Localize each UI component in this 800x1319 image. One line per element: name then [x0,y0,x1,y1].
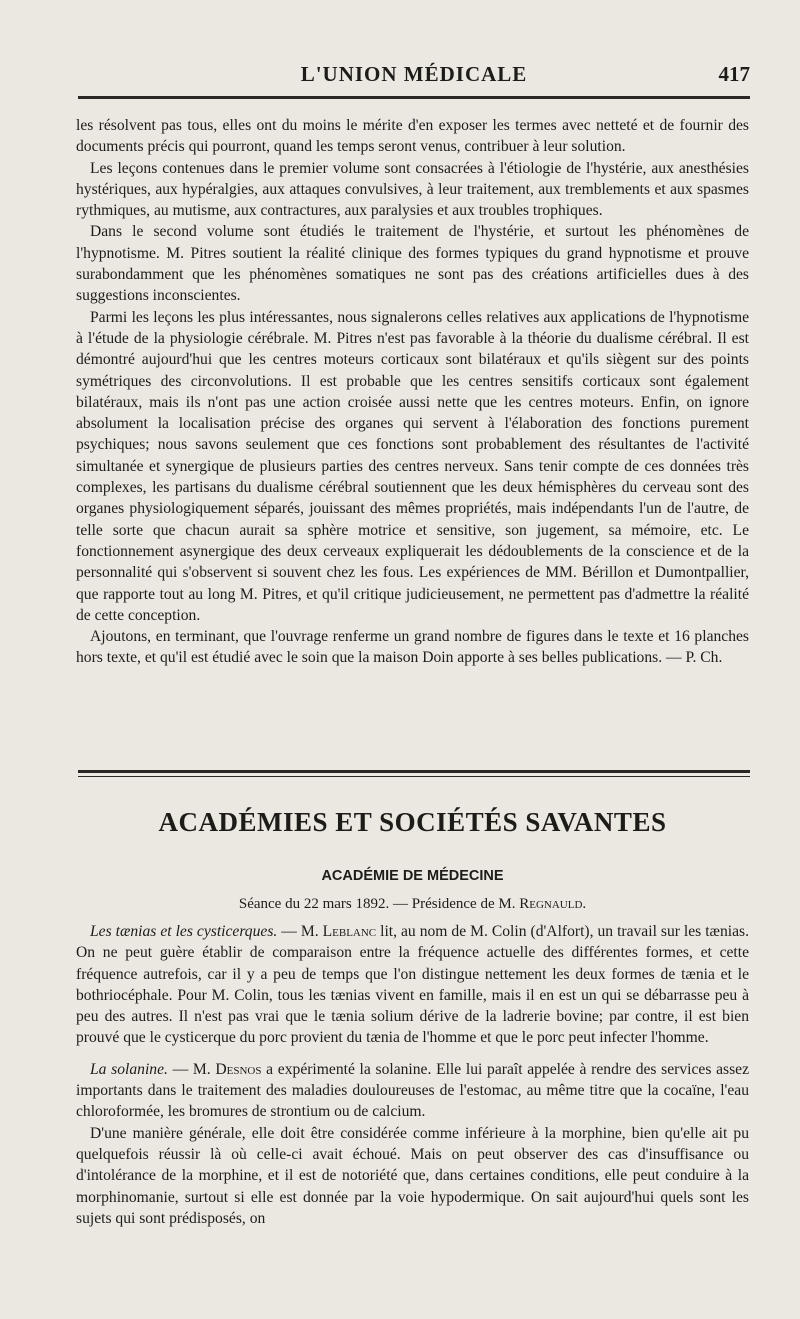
review-paragraph-continued: les résolvent pas tous, elles ont du moins le mérite d'en exposer les termes avec netteté et de fournir des documents précis qui pourront, quand les temps seront venus, contribuer à leur solution. [76,117,749,156]
section-rule-top [78,770,750,773]
section-subtitle: ACADÉMIE DE MÉDECINE [321,868,504,884]
header-rule [78,96,750,99]
section-title: ACADÉMIES ET SOCIÉTÉS SAVANTES [158,807,667,837]
proceedings-paragraph [76,1059,749,1123]
session-line [76,896,749,913]
page-number: 417 [718,62,750,86]
section-rule-bottom [78,776,750,777]
journal-title: L'UNION MÉDICALE [300,62,528,86]
proceedings-text: lit, au nom de M. Colin (d'Alfort), un travail sur les tænias. On ne peut guère établir de comparaison entre la fréquence actuelle des différentes formes, et cette fréquence autrefois, car il y a peu de temps que l'on distingue nettement les deux formes de tænia et le bothriocéphale. Pour M. Colin, tous les tænias vivent en famille, mais il en est un qui se débarrasse peu à peu des autres. Il n'est pas vrai que le tænia solium dérive de la ladrerie bovine; par contre, il est bien prouvé que le cysticerque du porc provient du tænia de l'homme et que le porc peut infecter l'homme. [76,923,749,1047]
session-president: Regnauld. [519,896,587,912]
proceedings-paragraph: D'une manière générale, elle doit être considérée comme inférieure à la morphine, bien qu'elle ait pu quelquefois réussir là où celle-ci avait échoué. Mais on peut observer des cas d'insuffisance ou d'intolérance de la morphine, et il est de notoriété que, dans certaines conditions, elle peut conduire à la morphinomanie, surtout si elle est donnée par la voie hypodermique. On sait aujourd'hui quels sont les sujets qui sont prédisposés, on [76,1124,749,1227]
review-paragraph: Les leçons contenues dans le premier volume sont consacrées à l'étiologie de l'hystérie, aux anesthésies hystériques, aux hypéralgies, aux attaques convulsives, à leur traitement, aux tremblements et aux spasmes rythmiques, au mutisme, aux contractures, aux paralysies et aux troubles trophiques. [76,159,749,220]
running-header [78,60,750,94]
topic-title: Les tænias et les cysticerques. [90,923,278,940]
dash-text: — M. [167,1060,216,1078]
proceedings-paragraph [76,921,749,1049]
review-paragraph: Dans le second volume sont étudiés le traitement de l'hystérie, et surtout les phénomènes de l'hypnotisme. M. Pitres soutient la réalité clinique des formes typiques du grand hypnotisme et prouve surabondamment que les phénomènes somatiques ne sont pas des créations artificielles dues à des suggestions inconscientes. [76,223,749,305]
review-paragraph: Parmi les leçons les plus intéressantes, nous signalerons celles relatives aux applications de l'hypnotisme à l'étude de la physiologie cérébrale. M. Pitres n'est pas favorable à la théorie du dualisme cérébral. Il est démontré aujourd'hui que les centres moteurs corticaux sont bilatéraux et qu'ils siègent sur des points symétriques des circonvolutions. Il est probable que les centres sensitifs corticaux sont également bilatéraux, mais ils n'ont pas une action croisée aussi nette que les centres moteurs. Enfin, on ignore absolument la localisation précise des organes qui servent à l'élaboration des fonctions purement psychiques; nous savons seulement que ces fonctions sont probablement des résultantes de l'activité simultanée et synergique de plusieurs parties des centres nerveux. Sans tenir compte de ces données très complexes, les partisans du dualisme cérébral soutiennent que les deux hémisphères du cerveau sont des organes physiologiquement séparés, jouissant des mêmes propriétés, mais indépendants l'un de l'autre, de telle sorte que chacun aurait sa sphère motrice et sensitive, son jugement, sa mémoire, etc. Le fonctionnement asynergique des deux cerveaux expliquerait les dédoublements de la conscience et de la personnalité qui s'observent si souvent chez les fous. Les expériences de MM. Bérillon et Dumontpallier, que rapporte tout au long M. Pitres, et qu'il critique judicieusement, ne permettent pas d'admettre la réalité de cette conception. [76,308,749,624]
book-review [76,115,749,669]
speaker-name: Leblanc [322,923,377,940]
proceedings-text: a expérimenté la solanine. Elle lui paraît appelée à rendre des services assez importants dans le traitement des maladies douloureuses de l'estomac, au même titre que la cocaïne, l'eau chloroformée, les bromures de strontium ou de calcium. [76,1060,749,1121]
review-paragraph: Ajoutons, en terminant, que l'ouvrage renferme un grand nombre de figures dans le texte et 16 planches hors texte, et qu'il est étudié avec le soin que la maison Doin apporte à ses belles publications. — P. Ch. [76,628,749,667]
speaker-name: Desnos [215,1060,262,1078]
academy-proceedings [76,921,749,1229]
session-date: Séance du 22 mars 1892. — Présidence de M. [238,896,516,912]
dash-text: — M. [277,923,323,940]
topic-title: La solanine. [90,1060,168,1078]
